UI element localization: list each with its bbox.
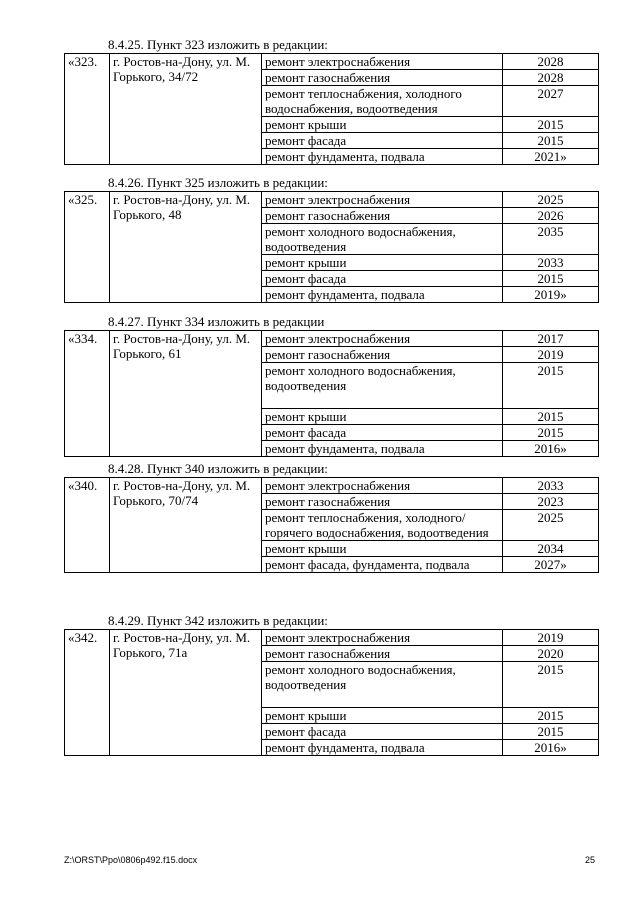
- work-type: ремонт холодного водоснабжения, водоотведения: [262, 224, 503, 255]
- section-heading: 8.4.27. Пункт 334 изложить в редакции: [108, 314, 325, 329]
- work-type: ремонт фасада: [262, 425, 503, 441]
- table-row: [65, 478, 599, 494]
- work-type: ремонт холодного водоснабжения, водоотведения: [262, 363, 503, 409]
- work-type: ремонт крыши: [262, 255, 503, 271]
- address: г. Ростов-на-Дону, ул. М. Горького, 61: [110, 331, 262, 457]
- work-year: 2015: [503, 363, 599, 409]
- schedule-table: [64, 629, 599, 756]
- work-year: 2028: [503, 54, 599, 70]
- work-year: 2015: [503, 133, 599, 149]
- work-type: ремонт электроснабжения: [262, 630, 503, 646]
- work-year: 2026: [503, 208, 599, 224]
- work-type: ремонт фасада: [262, 724, 503, 740]
- work-year: 2015: [503, 409, 599, 425]
- page-number: 25: [585, 855, 596, 865]
- item-number: «334.: [65, 331, 110, 457]
- work-type: ремонт газоснабжения: [262, 70, 503, 86]
- item-number: «342.: [65, 630, 110, 756]
- work-type: ремонт теплоснабжения, холодного водоснабжения, водоотведения: [262, 86, 503, 117]
- schedule-table: [64, 53, 599, 165]
- table-row: [65, 54, 599, 70]
- work-type: ремонт теплоснабжения, холодного/горячего водоснабжения, водоотведения: [262, 510, 503, 541]
- section-heading: 8.4.26. Пункт 325 изложить в редакции:: [108, 175, 328, 190]
- item-number: «325.: [65, 192, 110, 303]
- work-type: ремонт газоснабжения: [262, 494, 503, 510]
- work-year: 2033: [503, 255, 599, 271]
- work-year: 2034: [503, 541, 599, 557]
- address: г. Ростов-на-Дону, ул. М. Горького, 48: [110, 192, 262, 303]
- work-type: ремонт газоснабжения: [262, 208, 503, 224]
- work-type: ремонт газоснабжения: [262, 347, 503, 363]
- work-year: 2015: [503, 662, 599, 708]
- work-year: 2015: [503, 425, 599, 441]
- work-type: ремонт крыши: [262, 541, 503, 557]
- work-type: ремонт фасада: [262, 133, 503, 149]
- work-year: 2020: [503, 646, 599, 662]
- address: г. Ростов-на-Дону, ул. М. Горького, 71а: [110, 630, 262, 756]
- work-year: 2019: [503, 347, 599, 363]
- work-type: ремонт электроснабжения: [262, 192, 503, 208]
- work-year: 2027: [503, 86, 599, 117]
- work-year: 2025: [503, 510, 599, 541]
- item-number: «323.: [65, 54, 110, 165]
- work-type: ремонт фундамента, подвала: [262, 287, 503, 303]
- work-year: 2023: [503, 494, 599, 510]
- address: г. Ростов-на-Дону, ул. М. Горького, 34/72: [110, 54, 262, 165]
- footer-file-path: Z:\ORST\Ppo\0806p492.f15.docx: [64, 855, 198, 865]
- work-type: ремонт фундамента, подвала: [262, 149, 503, 165]
- section-heading: 8.4.28. Пункт 340 изложить в редакции:: [108, 461, 328, 476]
- table-row: [65, 331, 599, 347]
- work-year: 2035: [503, 224, 599, 255]
- work-year: 2015: [503, 724, 599, 740]
- work-year: 2016»: [503, 740, 599, 756]
- item-number: «340.: [65, 478, 110, 573]
- work-type: ремонт холодного водоснабжения, водоотведения: [262, 662, 503, 708]
- work-type: ремонт электроснабжения: [262, 54, 503, 70]
- work-type: ремонт крыши: [262, 409, 503, 425]
- section-heading: 8.4.25. Пункт 323 изложить в редакции:: [108, 37, 328, 52]
- work-type: ремонт крыши: [262, 708, 503, 724]
- work-year: 2033: [503, 478, 599, 494]
- work-type: ремонт газоснабжения: [262, 646, 503, 662]
- work-year: 2016»: [503, 441, 599, 457]
- schedule-table: [64, 191, 599, 303]
- work-type: ремонт фундамента, подвала: [262, 441, 503, 457]
- schedule-table: [64, 330, 599, 457]
- work-type: ремонт крыши: [262, 117, 503, 133]
- work-year: 2028: [503, 70, 599, 86]
- work-year: 2027»: [503, 557, 599, 573]
- work-type: ремонт электроснабжения: [262, 478, 503, 494]
- work-year: 2025: [503, 192, 599, 208]
- work-type: ремонт фундамента, подвала: [262, 740, 503, 756]
- work-year: 2015: [503, 117, 599, 133]
- work-year: 2015: [503, 271, 599, 287]
- section-heading: 8.4.29. Пункт 342 изложить в редакции:: [108, 613, 328, 628]
- work-year: 2021»: [503, 149, 599, 165]
- work-year: 2019: [503, 630, 599, 646]
- work-year: 2019»: [503, 287, 599, 303]
- schedule-table: [64, 477, 599, 573]
- address: г. Ростов-на-Дону, ул. М. Горького, 70/74: [110, 478, 262, 573]
- work-year: 2017: [503, 331, 599, 347]
- table-row: [65, 630, 599, 646]
- work-type: ремонт фасада: [262, 271, 503, 287]
- table-row: [65, 192, 599, 208]
- work-year: 2015: [503, 708, 599, 724]
- work-type: ремонт электроснабжения: [262, 331, 503, 347]
- work-type: ремонт фасада, фундамента, подвала: [262, 557, 503, 573]
